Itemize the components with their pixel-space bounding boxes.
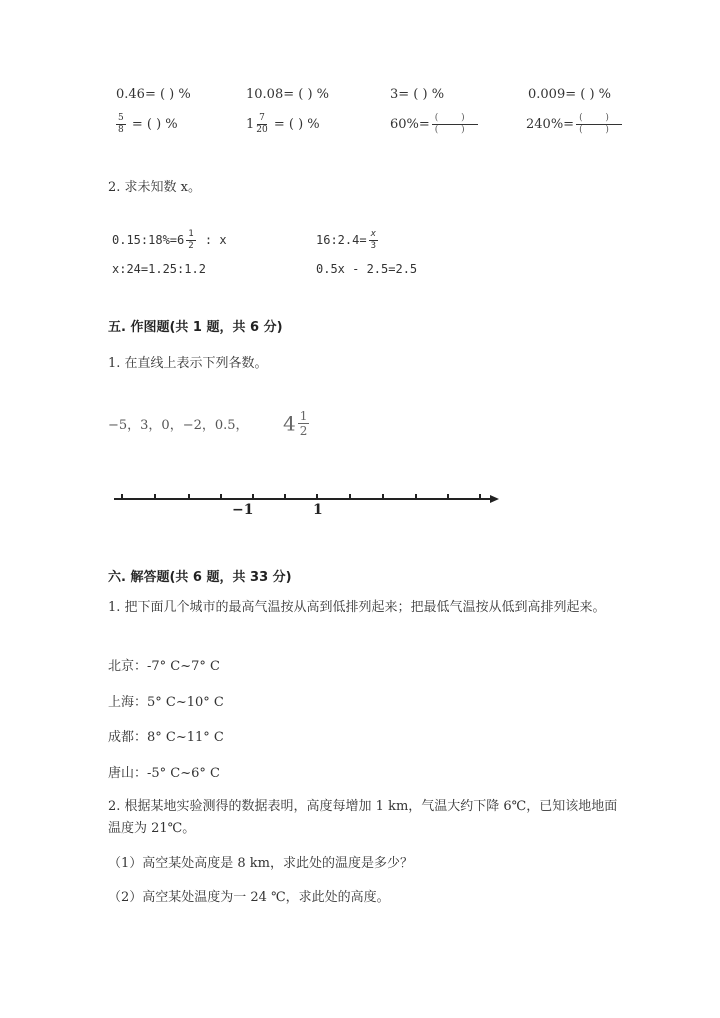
equation-3: x:24=1.25:1.2 (112, 262, 206, 276)
percent-item-0.009: 0.009= ( ) % (528, 87, 612, 102)
blank-fraction: $\frac{( )}{( )}$ (576, 114, 622, 135)
percent-item-10.08: 10.08= ( ) % (246, 87, 330, 102)
percent-to-fraction-240: 240%= $\frac{( )}{( )}$ (526, 114, 624, 135)
blank-fraction: $\frac{( )}{( )}$ (432, 114, 478, 135)
tick-label-pos1: 1 (313, 502, 323, 518)
percent-item-0.46: 0.46= ( ) % (116, 87, 191, 102)
equation-2: 16:2.4= $\frac{x}{3}$ (316, 229, 376, 251)
percent-item-3: 3= ( ) % (390, 87, 445, 102)
equation-1: 0.15:18%=6 $\frac{1}{2}$ : x (112, 229, 227, 251)
section-heading-answers: 六. 解答题(共 6 题，共 33 分) (108, 570, 292, 585)
equation-4: 0.5x - 2.5=2.5 (316, 262, 418, 276)
fraction-1-2: $\frac{1}{2}$ (299, 409, 308, 438)
section-heading-drawing: 五. 作图题(共 1 题，共 6 分) (108, 320, 283, 335)
fraction-7-20: $\frac{7}{20}$ (256, 113, 268, 135)
numbers-to-plot: −5，3，0，−2，0.5， (108, 418, 249, 433)
mixed-number-4-1-2: 4 $\frac{1}{2}$ (283, 409, 308, 438)
fraction-1-2: $\frac{1}{2}$ (188, 229, 194, 251)
fraction-5-8: $\frac{5}{8}$ (118, 113, 124, 135)
question-2-sub-1: （1）高空某处高度是 8 km，求此处的温度是多少？ (108, 856, 414, 871)
number-line (100, 485, 520, 530)
arrow-right-icon (490, 495, 499, 503)
question-2-altitude: 2. 根据某地实验测得的数据表明，高度每增加 1 km，气温大约下降 6℃，已知该地地面温度为 21℃。 (108, 799, 618, 836)
percent-to-fraction-60: 60%= $\frac{( )}{( )}$ (390, 114, 480, 135)
fraction-item-1-7-20: 1 $\frac{7}{20}$ = ( ) % (246, 113, 320, 135)
question-1-temperatures: 1. 把下面几个城市的最高气温按从高到低排列起来；把最低气温按从低到高排列起来。 (108, 600, 606, 615)
city-temp-chengdu: 成都：8° C~11° C (108, 730, 224, 745)
question-title-number-line: 1. 在直线上表示下列各数。 (108, 356, 268, 371)
tick-label-neg1: −1 (232, 502, 254, 518)
question-2-sub-2: （2）高空某处温度为一 24 ℃，求此处的高度。 (108, 890, 390, 905)
city-temp-shanghai: 上海：5° C~10° C (108, 695, 224, 710)
fraction-item-5-8: $\frac{5}{8}$ = ( ) % (118, 113, 178, 135)
question-title-solve-x: 2. 求未知数 x。 (108, 180, 201, 195)
fraction-x-3: $\frac{x}{3}$ (370, 229, 376, 251)
city-temp-beijing: 北京：-7° C~7° C (108, 659, 220, 674)
city-temp-tangshan: 唐山：-5° C~6° C (108, 766, 220, 781)
